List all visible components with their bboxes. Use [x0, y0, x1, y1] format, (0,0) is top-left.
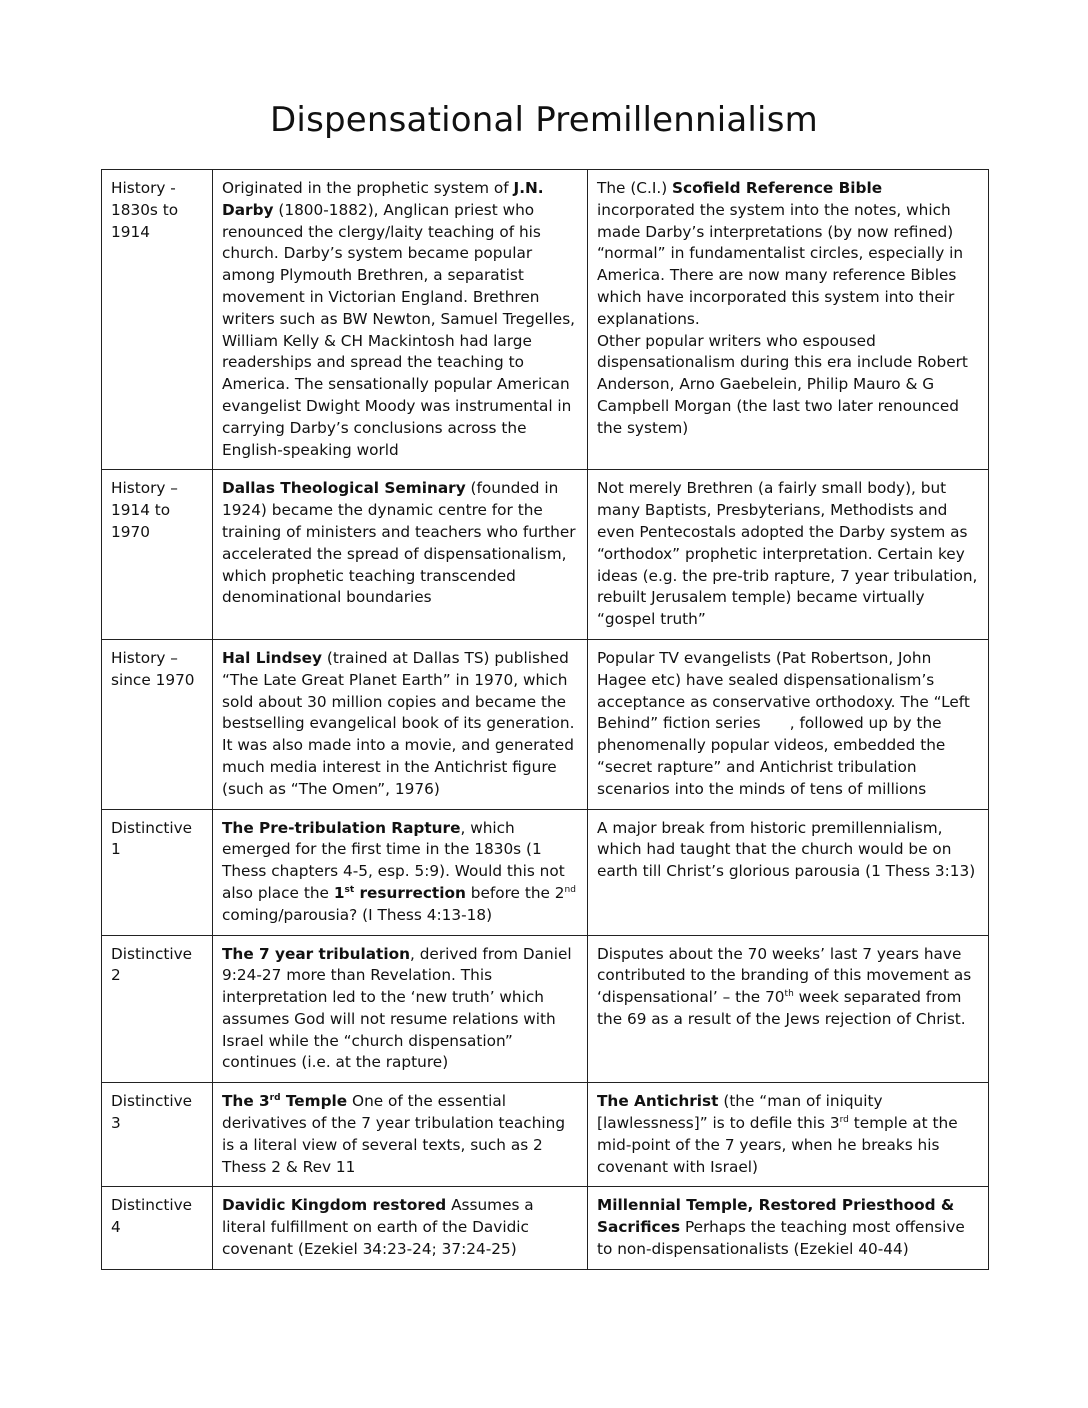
- row-description: Dallas Theological Seminary (founded in 1924) became the dynamic centre for the training of ministers and teachers who further accelerated the spread of dispensationalism, which prophetic teaching transcended denominational boundaries: [213, 470, 588, 640]
- row-label: History - 1830s to 1914: [102, 170, 213, 470]
- row-commentary: Disputes about the 70 weeks’ last 7 years have contributed to the branding of this movement as ‘dispensational’ – the 70th week separated from the 69 as a result of the Jews rejection of Christ.: [588, 935, 989, 1083]
- table-row: [102, 470, 989, 640]
- row-commentary: The Antichrist (the “man of iniquity [lawlessness]” is to defile this 3rd temple at the mid-point of the 7 years, when he breaks his covenant with Israel): [588, 1083, 989, 1187]
- row-label: Distinctive 2: [102, 935, 213, 1083]
- row-commentary: Millennial Temple, Restored Priesthood & Sacrifices Perhaps the teaching most offensive to non-dispensationalists (Ezekiel 40-44): [588, 1187, 989, 1269]
- row-description: Davidic Kingdom restored Assumes a literal fulfillment on earth of the Davidic covenant (Ezekiel 34:23-24; 37:24-25): [213, 1187, 588, 1269]
- page-title: Dispensational Premillennialism: [270, 100, 818, 140]
- row-commentary: Popular TV evangelists (Pat Robertson, John Hagee etc) have sealed dispensationalism’s acceptance as conservative orthodoxy. The “Left Behind” fiction series , followed up by the phenomenally popular videos, embedded the “secret rapture” and Antichrist tribulation scenarios into the minds of tens of millions: [588, 639, 989, 809]
- row-label: Distinctive 1: [102, 809, 213, 935]
- row-label: Distinctive 3: [102, 1083, 213, 1187]
- table-row: [102, 1083, 989, 1187]
- table-row: [102, 639, 989, 809]
- row-label: History – 1914 to 1970: [102, 470, 213, 640]
- comparison-table: [101, 169, 989, 1270]
- table-row: [102, 935, 989, 1083]
- row-commentary: A major break from historic premillennialism, which had taught that the church would be on earth till Christ’s glorious parousia (1 Thess 3:13): [588, 809, 989, 935]
- row-label: Distinctive 4: [102, 1187, 213, 1269]
- row-description: The 7 year tribulation, derived from Daniel 9:24-27 more than Revelation. This interpretation led to the ‘new truth’ which assumes God will not resume relations with Israel while the “church dispensation” continues (i.e. at the rapture): [213, 935, 588, 1083]
- row-description: The Pre-tribulation Rapture, which emerged for the first time in the 1830s (1 Thess chapters 4-5, esp. 5:9). Would this not also place the 1st resurrection before the 2nd coming/parousia? (I Thess 4:13-18): [213, 809, 588, 935]
- row-description: Hal Lindsey (trained at Dallas TS) published “The Late Great Planet Earth” in 1970, which sold about 30 million copies and became the bestselling evangelical book of its generation. It was also made into a movie, and generated much media interest in the Antichrist figure (such as “The Omen”, 1976): [213, 639, 588, 809]
- table-row: [102, 809, 989, 935]
- table-row: [102, 170, 989, 470]
- row-description: Originated in the prophetic system of J.N. Darby (1800-1882), Anglican priest who renounced the clergy/laity teaching of his church. Darby’s system became popular among Plymouth Brethren, a separatist movement in Victorian England. Brethren writers such as BW Newton, Samuel Tregelles, William Kelly & CH Mackintosh had large readerships and spread the teaching to America. The sensationally popular American evangelist Dwight Moody was instrumental in carrying Darby’s conclusions across the English-speaking world: [213, 170, 588, 470]
- row-label: History – since 1970: [102, 639, 213, 809]
- row-commentary: The (C.I.) Scofield Reference Bible incorporated the system into the notes, which made Darby’s interpretations (by now refined) “normal” in fundamentalist circles, especially in America. There are now many reference Bibles which have incorporated this system into their explanations. Other popular writers who espoused dispensationalism during this era include Robert Anderson, Arno Gaebelein, Philip Mauro & G Campbell Morgan (the last two later renounced the system): [588, 170, 989, 470]
- table-row: [102, 1187, 989, 1269]
- row-description: The 3rd Temple One of the essential derivatives of the 7 year tribulation teaching is a literal view of several texts, such as 2 Thess 2 & Rev 11: [213, 1083, 588, 1187]
- row-commentary: Not merely Brethren (a fairly small body), but many Baptists, Presbyterians, Methodists and even Pentecostals adopted the Darby system as “orthodox” prophetic interpretation. Certain key ideas (e.g. the pre-trib rapture, 7 year tribulation, rebuilt Jerusalem temple) became virtually “gospel truth”: [588, 470, 989, 640]
